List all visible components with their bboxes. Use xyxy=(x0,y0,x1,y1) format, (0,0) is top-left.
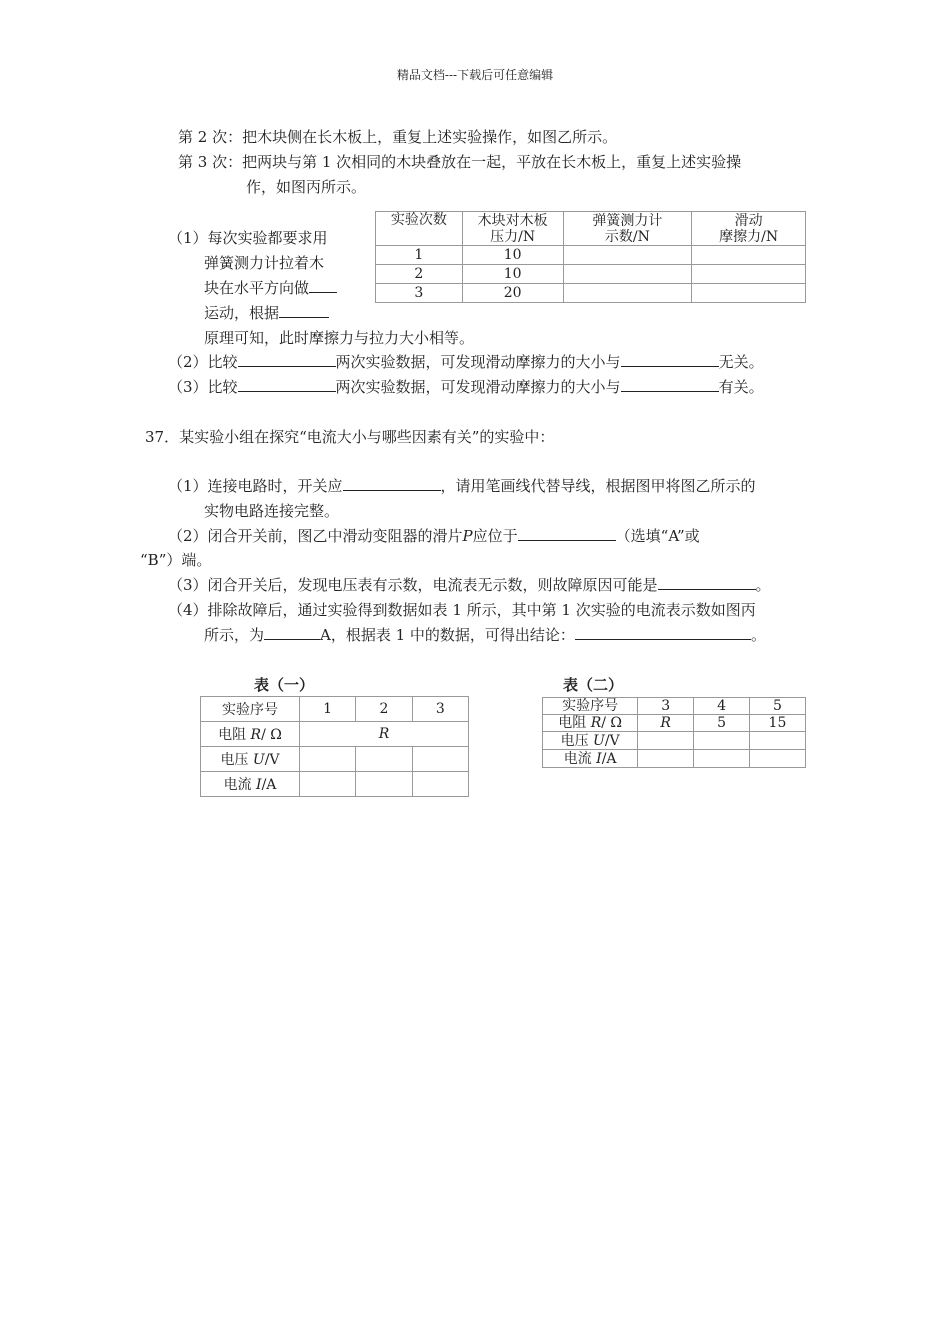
table-cell[interactable] xyxy=(692,284,806,303)
table-cell: 2 xyxy=(376,265,463,284)
table-cell[interactable] xyxy=(356,772,412,797)
table-cell[interactable] xyxy=(299,772,355,797)
table-one xyxy=(200,696,469,797)
answer-blank[interactable] xyxy=(343,475,441,491)
row-label: 电流 I/A xyxy=(543,750,638,768)
q37-part1-line2: 实物电路连接完整。 xyxy=(204,502,340,520)
table-cell[interactable] xyxy=(412,747,468,772)
answer-blank[interactable] xyxy=(658,574,756,590)
answer-blank[interactable] xyxy=(518,525,616,541)
row-label: 电阻 R/ Ω xyxy=(201,722,300,747)
header-cell: 木块对木板 压力/N xyxy=(462,212,563,246)
q36-part1-line5: 原理可知，此时摩擦力与拉力大小相等。 xyxy=(204,329,475,347)
step-2-text: 第 2 次：把木块侧在长木板上，重复上述实验操作，如图乙所示。 xyxy=(178,128,618,146)
step-3-text-line1: 第 3 次：把两块与第 1 次相同的木块叠放在一起，平放在长木板上，重复上述实验操 xyxy=(178,153,742,171)
answer-blank[interactable] xyxy=(238,376,336,392)
table-cell[interactable] xyxy=(692,246,806,265)
table-row xyxy=(543,750,806,768)
page-header: 精品文档---下载后可任意编辑 xyxy=(396,68,554,82)
table-row xyxy=(376,284,806,303)
row-label: 电阻 R/ Ω xyxy=(543,715,638,732)
table-row xyxy=(543,732,806,750)
table-row xyxy=(201,747,469,772)
table-cell[interactable] xyxy=(638,732,694,750)
answer-blank[interactable] xyxy=(279,302,329,318)
table-cell[interactable] xyxy=(299,747,355,772)
table-cell: R xyxy=(638,715,694,732)
row-label: 电压 U/V xyxy=(543,732,638,750)
q36-part1-line3: 块在水平方向做 xyxy=(204,277,337,299)
row-label: 电压 U/V xyxy=(201,747,300,772)
table-row xyxy=(543,698,806,715)
q36-part2: （2）比较 两次实验数据，可发现滑动摩擦力的大小与 无关。 xyxy=(168,353,764,371)
header-cell: 实验序号 xyxy=(201,697,300,722)
header-cell: 弹簧测力计 示数/N xyxy=(563,212,692,246)
table-two xyxy=(542,697,806,768)
table-cell[interactable] xyxy=(563,265,692,284)
q37-part4-line1: （4）排除故障后，通过实验得到数据如表 1 所示，其中第 1 次实验的电流表示数如图丙 xyxy=(168,601,756,619)
q37-part3: （3）闭合开关后，发现电压表有示数，电流表无示数，则故障原因可能是 。 xyxy=(168,576,771,594)
header-cell: 2 xyxy=(356,697,412,722)
answer-blank[interactable] xyxy=(264,624,320,640)
answer-blank[interactable] xyxy=(621,351,719,367)
header-cell: 实验次数 xyxy=(376,212,463,246)
table-cell: 15 xyxy=(749,715,805,732)
table-cell: 1 xyxy=(376,246,463,265)
table-cell[interactable] xyxy=(563,284,692,303)
table-cell: 3 xyxy=(376,284,463,303)
header-cell: 实验序号 xyxy=(543,698,638,715)
q36-part1-line4: 运动，根据 xyxy=(204,302,329,324)
q36-part3: （3）比较 两次实验数据，可发现滑动摩擦力的大小与 有关。 xyxy=(168,378,764,396)
table-row xyxy=(201,772,469,797)
table-header-row xyxy=(376,212,806,246)
header-cell: 滑动 摩擦力/N xyxy=(692,212,806,246)
answer-blank[interactable] xyxy=(575,624,751,640)
friction-data-table xyxy=(375,211,806,303)
table-cell[interactable] xyxy=(694,750,750,768)
q36-part1-line2: 弹簧测力计拉着木 xyxy=(204,254,325,272)
q37-part2-line1: （2）闭合开关前，图乙中滑动变阻器的滑片P应位于 （选填“A”或 xyxy=(168,527,700,545)
answer-blank[interactable] xyxy=(621,376,719,392)
table2-caption: 表（二） xyxy=(563,676,624,694)
q37-title: 37．某实验小组在探究“电流大小与哪些因素有关”的实验中： xyxy=(145,428,555,446)
table-cell: R xyxy=(299,722,468,747)
q37-part2-line2: “B”）端。 xyxy=(140,551,212,569)
header-cell: 4 xyxy=(694,698,750,715)
header-cell: 1 xyxy=(299,697,355,722)
table-row xyxy=(543,715,806,732)
q37-part4-line2: 所示，为 A，根据表 1 中的数据，可得出结论： 。 xyxy=(204,626,766,644)
answer-blank[interactable] xyxy=(238,351,336,367)
table-row xyxy=(201,722,469,747)
step-3-text-line2: 作，如图丙所示。 xyxy=(246,178,367,196)
table1-caption: 表（一） xyxy=(254,676,315,694)
table-cell[interactable] xyxy=(356,747,412,772)
row-label: 电流 I/A xyxy=(201,772,300,797)
header-cell: 3 xyxy=(412,697,468,722)
table-cell[interactable] xyxy=(412,772,468,797)
header-cell: 3 xyxy=(638,698,694,715)
answer-blank[interactable] xyxy=(309,277,337,293)
table-cell: 5 xyxy=(694,715,750,732)
table-cell[interactable] xyxy=(749,750,805,768)
table-cell[interactable] xyxy=(638,750,694,768)
table-cell: 10 xyxy=(462,265,563,284)
table-cell: 20 xyxy=(462,284,563,303)
q37-part1-line1: （1）连接电路时，开关应 ，请用笔画线代替导线，根据图甲将图乙所示的 xyxy=(168,477,756,495)
table-cell[interactable] xyxy=(749,732,805,750)
table-cell[interactable] xyxy=(694,732,750,750)
table-cell[interactable] xyxy=(692,265,806,284)
table-row xyxy=(376,265,806,284)
q36-part1-line1: （1）每次实验都要求用 xyxy=(168,229,328,247)
table-cell[interactable] xyxy=(563,246,692,265)
table-row xyxy=(201,697,469,722)
header-cell: 5 xyxy=(749,698,805,715)
table-row xyxy=(376,246,806,265)
table-cell: 10 xyxy=(462,246,563,265)
